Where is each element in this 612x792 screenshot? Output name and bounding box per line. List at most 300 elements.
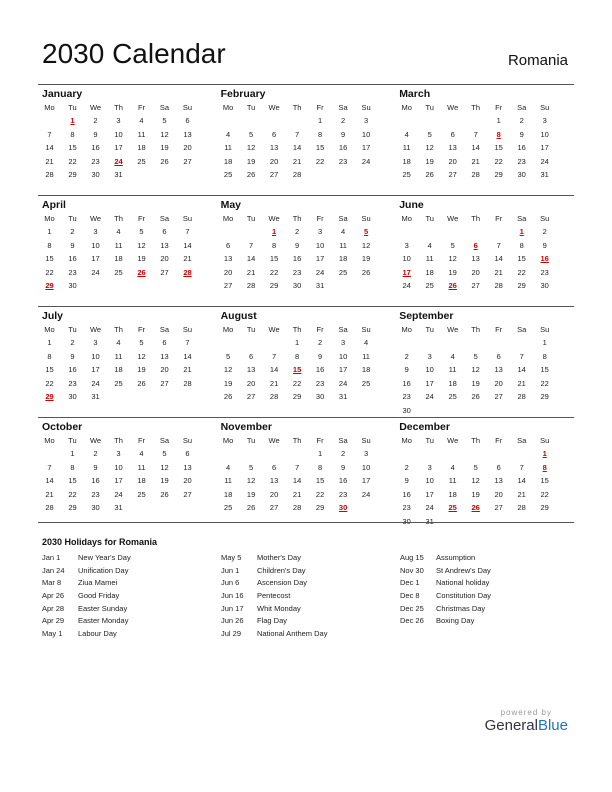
weekday-header: Mo <box>401 214 412 223</box>
empty-day-cell <box>217 114 240 128</box>
day-cell: 14 <box>183 240 192 250</box>
day-cell: 18 <box>338 254 348 263</box>
day-cell: 8 <box>295 351 300 361</box>
day-cell: 8 <box>70 129 75 139</box>
day-cell: 13 <box>160 351 169 361</box>
holiday-item <box>221 603 327 616</box>
weekday-header: Su <box>361 103 371 112</box>
day-cell: 6 <box>185 449 190 458</box>
holiday-date: Dec 1 <box>400 578 420 588</box>
day-cell: 12 <box>223 365 233 374</box>
holiday-name: Children's Day <box>257 565 306 575</box>
day-cell: 27 <box>183 489 192 499</box>
day-cell: 10 <box>402 254 411 263</box>
day-cell: 12 <box>137 240 146 250</box>
day-cell: 6 <box>496 462 501 472</box>
holiday-name: Constitution Day <box>436 591 492 601</box>
day-cell: 26 <box>361 267 371 277</box>
day-cell: 6 <box>272 462 277 472</box>
day-cell: 16 <box>315 365 325 374</box>
day-cell: 18 <box>361 365 371 374</box>
day-cell: 19 <box>246 489 256 499</box>
day-cell: 24 <box>361 156 371 166</box>
day-cell: 7 <box>295 129 300 139</box>
day-cell: 31 <box>114 503 123 512</box>
day-cell: 6 <box>226 240 231 250</box>
day-cell: 11 <box>137 129 146 139</box>
day-cell: 24 <box>91 378 100 388</box>
holiday-name: Pentecost <box>257 591 291 601</box>
month-name: February <box>220 88 266 100</box>
day-cell: 27 <box>494 392 503 401</box>
day-cell: 4 <box>116 227 121 236</box>
weekday-header: Su <box>182 103 193 112</box>
day-cell: 27 <box>160 267 169 277</box>
day-cell: 13 <box>269 476 279 485</box>
weekday-header: Fr <box>316 436 324 445</box>
day-cell: 24 <box>361 489 371 499</box>
empty-day-cell <box>217 447 240 461</box>
weekday-header: Fr <box>495 436 503 445</box>
day-cell: 15 <box>494 143 503 152</box>
day-cell: 11 <box>362 351 370 361</box>
holiday-name: Christmas Day <box>436 603 486 613</box>
day-cell: 22 <box>292 378 302 388</box>
day-cell: 14 <box>183 351 192 361</box>
weekday-header: Tu <box>425 436 434 445</box>
holiday-date: May 5 <box>221 553 242 562</box>
day-cell: 20 <box>183 143 192 152</box>
empty-day-cell <box>441 114 464 128</box>
day-cell: 25 <box>338 267 348 277</box>
weekday-header: Mo <box>401 325 412 334</box>
weekday-header: Fr <box>495 214 503 223</box>
day-cell: 2 <box>341 116 346 125</box>
day-cell: 9 <box>341 462 346 472</box>
day-cell: 5 <box>450 240 455 250</box>
weekday-header: Sa <box>338 214 348 223</box>
day-cell: 7 <box>272 351 277 361</box>
empty-day-cell <box>418 114 441 128</box>
day-cell: 14 <box>517 476 526 485</box>
day-cell: 5 <box>473 351 478 361</box>
empty-day-cell <box>395 447 418 461</box>
month-september <box>395 307 574 417</box>
empty-day-cell <box>441 225 464 239</box>
day-cell: 1 <box>47 227 52 236</box>
day-cell: 9 <box>93 462 98 472</box>
holiday-day-cell: 1 <box>542 449 547 458</box>
day-cell: 12 <box>471 476 480 485</box>
weekday-header: Su <box>361 325 371 334</box>
day-cell: 1 <box>47 338 52 347</box>
day-cell: 22 <box>68 156 77 166</box>
month-name: May <box>220 199 242 211</box>
holiday-name: Labour Day <box>78 629 117 639</box>
holiday-date: Dec 8 <box>400 591 420 601</box>
day-cell: 22 <box>540 378 549 388</box>
day-cell: 16 <box>292 254 302 263</box>
weekday-header: Sa <box>159 103 170 112</box>
holiday-name: Ziua Mamei <box>78 578 118 588</box>
day-cell: 20 <box>160 254 169 263</box>
day-cell: 9 <box>341 129 346 139</box>
day-cell: 25 <box>223 503 233 512</box>
day-cell: 21 <box>494 267 503 277</box>
holiday-day-cell: 15 <box>292 365 302 374</box>
day-cell: 21 <box>517 489 526 499</box>
holiday-day-cell: 1 <box>70 116 75 125</box>
day-cell: 19 <box>471 489 480 499</box>
holiday-day-cell: 30 <box>338 503 348 512</box>
day-cell: 3 <box>318 227 323 236</box>
month-days-grid <box>38 323 217 404</box>
empty-day-cell <box>395 225 418 239</box>
weekday-header: Mo <box>44 103 55 112</box>
day-cell: 1 <box>542 338 547 347</box>
day-cell: 4 <box>450 351 455 361</box>
day-cell: 15 <box>269 254 279 263</box>
day-cell: 25 <box>114 378 123 388</box>
month-name: August <box>220 310 257 322</box>
day-cell: 20 <box>494 378 503 388</box>
month-march <box>395 85 574 195</box>
holiday-day-cell: 26 <box>137 267 146 277</box>
holiday-date: Nov 30 <box>400 565 424 575</box>
holiday-day-cell: 8 <box>542 462 547 472</box>
day-cell: 9 <box>404 476 409 485</box>
weekday-header: Fr <box>495 103 503 112</box>
month-november <box>217 418 396 528</box>
day-cell: 11 <box>114 240 123 250</box>
day-cell: 9 <box>519 129 524 139</box>
empty-day-cell <box>464 447 487 461</box>
day-cell: 29 <box>68 170 77 179</box>
day-cell: 9 <box>404 365 409 374</box>
day-cell: 3 <box>364 449 369 458</box>
holiday-name: Ascension Day <box>257 578 308 588</box>
holiday-item <box>42 628 131 641</box>
day-cell: 4 <box>139 449 144 458</box>
day-cell: 30 <box>292 281 302 290</box>
day-cell: 26 <box>223 392 233 401</box>
day-cell: 21 <box>517 378 526 388</box>
day-cell: 18 <box>137 143 146 152</box>
empty-day-cell <box>418 336 441 350</box>
day-cell: 22 <box>315 156 325 166</box>
day-cell: 31 <box>425 516 434 526</box>
day-cell: 29 <box>540 503 549 512</box>
day-cell: 13 <box>246 365 256 374</box>
weekday-header: Fr <box>137 436 146 445</box>
day-cell: 2 <box>404 351 409 361</box>
empty-day-cell <box>487 447 510 461</box>
day-cell: 2 <box>404 462 409 472</box>
month-december <box>395 418 574 528</box>
month-name: September <box>399 310 454 322</box>
day-cell: 30 <box>517 170 526 179</box>
month-name: December <box>399 421 450 433</box>
day-cell: 26 <box>160 156 169 166</box>
day-cell: 15 <box>45 254 54 263</box>
day-cell: 9 <box>93 129 98 139</box>
day-cell: 27 <box>183 156 192 166</box>
holiday-date: Apr 26 <box>42 591 65 601</box>
day-cell: 14 <box>471 143 480 152</box>
generalblue-logo[interactable] <box>485 717 568 734</box>
holiday-date: May 1 <box>42 629 63 639</box>
day-cell: 15 <box>540 365 549 374</box>
day-cell: 5 <box>473 462 478 472</box>
month-name: April <box>42 199 66 211</box>
month-april <box>38 196 217 306</box>
weekday-header: We <box>268 214 280 223</box>
day-cell: 3 <box>427 351 432 361</box>
day-cell: 27 <box>448 170 457 179</box>
weekday-header: Fr <box>137 214 146 223</box>
holiday-day-cell: 24 <box>114 156 123 166</box>
day-cell: 19 <box>160 143 169 152</box>
month-days-grid <box>217 101 396 182</box>
day-cell: 29 <box>540 392 549 401</box>
day-cell: 25 <box>223 170 233 179</box>
day-cell: 22 <box>269 267 279 277</box>
quarter-row <box>38 417 574 528</box>
day-cell: 27 <box>269 503 279 512</box>
holiday-day-cell: 8 <box>496 129 501 139</box>
day-cell: 19 <box>471 378 480 388</box>
weekday-header: Fr <box>495 325 503 334</box>
weekday-header: Th <box>292 214 302 223</box>
day-cell: 19 <box>137 365 146 374</box>
day-cell: 10 <box>425 365 434 374</box>
holiday-name: Easter Sunday <box>78 603 128 613</box>
day-cell: 20 <box>448 156 457 166</box>
month-name: November <box>220 421 272 433</box>
holiday-name: Boxing Day <box>436 616 475 626</box>
day-cell: 12 <box>160 462 169 472</box>
day-cell: 19 <box>425 156 434 166</box>
month-days-grid <box>38 212 217 293</box>
day-cell: 5 <box>427 129 432 139</box>
day-cell: 28 <box>183 378 192 388</box>
day-cell: 23 <box>402 503 411 512</box>
day-cell: 13 <box>160 240 169 250</box>
holiday-name: St Andrew's Day <box>436 565 491 575</box>
weekday-header: Th <box>114 103 123 112</box>
holiday-date: Dec 26 <box>400 616 424 626</box>
holiday-item <box>400 590 491 603</box>
weekday-header: Tu <box>68 436 77 445</box>
day-cell: 17 <box>361 143 371 152</box>
weekday-header: Mo <box>222 214 234 223</box>
day-cell: 18 <box>223 156 233 166</box>
holiday-item <box>42 552 131 565</box>
day-cell: 8 <box>318 129 323 139</box>
weekday-header: We <box>268 325 280 334</box>
day-cell: 17 <box>540 143 549 152</box>
holiday-date: Jan 24 <box>42 565 65 575</box>
day-cell: 3 <box>542 116 547 125</box>
month-name: July <box>42 310 64 322</box>
holidays-title: 2030 Holidays for Romania <box>42 537 158 547</box>
weekday-header: Fr <box>316 325 324 334</box>
day-cell: 11 <box>425 254 434 263</box>
empty-day-cell <box>240 447 263 461</box>
divider <box>38 522 574 523</box>
day-cell: 10 <box>114 462 123 472</box>
day-cell: 5 <box>162 449 167 458</box>
weekday-header: Su <box>182 325 193 334</box>
day-cell: 30 <box>402 516 411 526</box>
weekday-header: Mo <box>401 436 412 445</box>
day-cell: 20 <box>223 267 233 277</box>
holiday-item <box>221 565 327 578</box>
day-cell: 28 <box>45 503 54 512</box>
day-cell: 16 <box>402 378 411 388</box>
day-cell: 4 <box>427 240 432 250</box>
day-cell: 7 <box>519 351 524 361</box>
holiday-day-cell: 29 <box>45 281 54 290</box>
day-cell: 3 <box>341 338 346 347</box>
day-cell: 30 <box>91 170 100 179</box>
weekday-header: Sa <box>159 214 170 223</box>
weekday-header: We <box>89 436 102 445</box>
day-cell: 8 <box>318 462 323 472</box>
day-cell: 18 <box>114 365 123 374</box>
day-cell: 18 <box>137 476 146 485</box>
day-cell: 30 <box>540 281 549 290</box>
day-cell: 27 <box>223 281 233 290</box>
day-cell: 15 <box>68 476 77 485</box>
empty-day-cell <box>510 447 533 461</box>
holiday-day-cell: 17 <box>402 267 411 277</box>
empty-day-cell <box>286 114 309 128</box>
weekday-header: Tu <box>68 214 77 223</box>
empty-day-cell <box>395 336 418 350</box>
weekday-header: Tu <box>425 103 434 112</box>
day-cell: 21 <box>183 254 192 263</box>
day-cell: 17 <box>315 254 325 263</box>
month-days-grid <box>217 323 396 404</box>
weekday-header: Th <box>471 214 481 223</box>
empty-day-cell <box>487 225 510 239</box>
day-cell: 27 <box>471 281 480 290</box>
day-cell: 27 <box>269 170 279 179</box>
day-cell: 16 <box>338 143 348 152</box>
day-cell: 11 <box>114 351 123 361</box>
holiday-item <box>221 615 327 628</box>
day-cell: 17 <box>91 365 100 374</box>
day-cell: 21 <box>292 156 302 166</box>
day-cell: 20 <box>183 476 192 485</box>
day-cell: 22 <box>494 156 503 166</box>
day-cell: 6 <box>162 338 167 347</box>
empty-day-cell <box>240 336 263 350</box>
day-cell: 26 <box>471 392 480 401</box>
quarter-row <box>38 195 574 306</box>
day-cell: 6 <box>272 129 277 139</box>
weekday-header: Sa <box>338 325 348 334</box>
holiday-item <box>400 615 491 628</box>
weekday-header: Th <box>114 214 123 223</box>
holiday-date: Jun 17 <box>221 603 244 613</box>
month-name: June <box>399 199 424 211</box>
day-cell: 15 <box>315 143 325 152</box>
holiday-column <box>400 552 491 628</box>
holiday-date: Apr 28 <box>42 603 65 613</box>
month-july <box>38 307 217 417</box>
holiday-column <box>221 552 327 641</box>
quarter-row <box>38 306 574 417</box>
weekday-header: Th <box>292 436 302 445</box>
day-cell: 29 <box>517 281 526 290</box>
day-cell: 29 <box>68 503 77 512</box>
day-cell: 14 <box>45 143 54 152</box>
day-cell: 23 <box>292 267 302 277</box>
day-cell: 19 <box>246 156 256 166</box>
day-cell: 5 <box>162 116 167 125</box>
month-may <box>217 196 396 306</box>
month-name: March <box>399 88 431 100</box>
day-cell: 18 <box>114 254 123 263</box>
weekday-header: We <box>447 325 459 334</box>
weekday-header: Tu <box>425 325 434 334</box>
day-cell: 13 <box>494 365 503 374</box>
branding <box>485 708 568 734</box>
month-days-grid <box>395 101 574 182</box>
day-cell: 11 <box>137 462 146 472</box>
day-cell: 1 <box>318 116 323 125</box>
weekday-header: Su <box>540 325 550 334</box>
holiday-day-cell: 29 <box>45 392 54 401</box>
day-cell: 12 <box>361 240 371 250</box>
calendar-grid <box>38 84 574 528</box>
day-cell: 13 <box>494 476 503 485</box>
day-cell: 15 <box>540 476 549 485</box>
day-cell: 26 <box>137 378 146 388</box>
holiday-day-cell: 25 <box>448 503 457 512</box>
month-days-grid <box>217 212 396 293</box>
day-cell: 2 <box>341 449 346 458</box>
day-cell: 11 <box>339 240 347 250</box>
day-cell: 10 <box>361 462 371 472</box>
day-cell: 1 <box>318 449 323 458</box>
day-cell: 29 <box>292 392 302 401</box>
day-cell: 31 <box>114 170 123 179</box>
holiday-day-cell: 26 <box>448 281 457 290</box>
day-cell: 7 <box>295 462 300 472</box>
weekday-header: We <box>447 436 459 445</box>
day-cell: 12 <box>246 143 256 152</box>
empty-day-cell <box>441 447 464 461</box>
day-cell: 16 <box>68 365 77 374</box>
holiday-date: Jun 6 <box>221 578 240 588</box>
holiday-item <box>42 615 131 628</box>
weekday-header: Mo <box>222 103 234 112</box>
day-cell: 24 <box>425 392 434 401</box>
holiday-day-cell: 5 <box>364 227 369 236</box>
day-cell: 4 <box>341 227 346 236</box>
day-cell: 10 <box>338 351 348 361</box>
day-cell: 22 <box>45 267 54 277</box>
day-cell: 10 <box>425 476 434 485</box>
day-cell: 25 <box>114 267 123 277</box>
day-cell: 7 <box>47 129 52 139</box>
day-cell: 28 <box>517 503 526 512</box>
day-cell: 4 <box>450 462 455 472</box>
day-cell: 18 <box>425 267 434 277</box>
